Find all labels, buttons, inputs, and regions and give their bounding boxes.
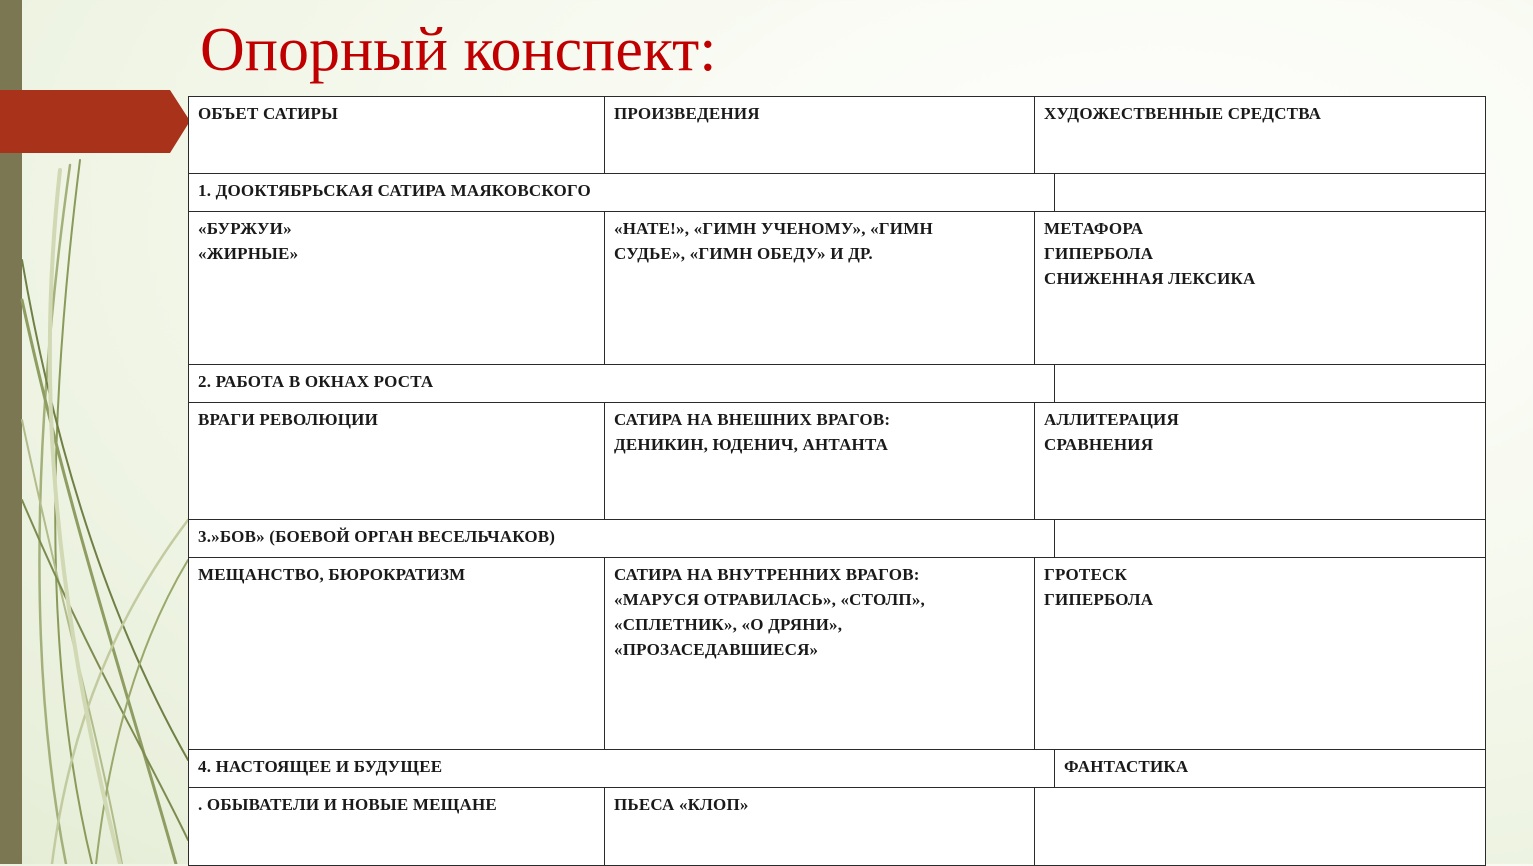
object-cell: «БУРЖУИ» «ЖИРНЫЕ» <box>189 212 605 365</box>
section-1-content-row <box>189 212 1486 365</box>
section-heading-right-cell: ФАНТАСТИКА <box>1055 749 1486 787</box>
section-2-content-row <box>189 403 1486 519</box>
section-1-heading-row <box>189 174 1486 212</box>
object-cell: . ОБЫВАТЕЛИ И НОВЫЕ МЕЩАНЕ <box>189 787 605 865</box>
means-cell <box>1035 787 1486 865</box>
section-2-heading-row <box>189 365 1486 403</box>
means-cell: МЕТАФОРА ГИПЕРБОЛА СНИЖЕННАЯ ЛЕКСИКА <box>1035 212 1486 365</box>
header-means-cell: ХУДОЖЕСТВЕННЫЕ СРЕДСТВА <box>1035 97 1486 174</box>
section-heading-cell: 3.»БОВ» (БОЕВОЙ ОРГАН ВЕСЕЛЬЧАКОВ) <box>189 519 1055 557</box>
works-cell: САТИРА НА ВНУТРЕННИХ ВРАГОВ: «МАРУСЯ ОТРАВИЛАСЬ», «СТОЛП», «СПЛЕТНИК», «О ДРЯНИ», «ПРОЗАСЕДАВШИЕСЯ» <box>605 557 1035 749</box>
section-heading-cell: 2. РАБОТА В ОКНАХ РОСТА <box>189 365 1055 403</box>
object-cell: ВРАГИ РЕВОЛЮЦИИ <box>189 403 605 519</box>
section-4-heading-row <box>189 749 1486 787</box>
section-4-content-row <box>189 787 1486 865</box>
section-heading-cell: 1. ДООКТЯБРЬСКАЯ САТИРА МАЯКОВСКОГО <box>189 174 1055 212</box>
means-cell: АЛЛИТЕРАЦИЯ СРАВНЕНИЯ <box>1035 403 1486 519</box>
works-cell: ПЬЕСА «КЛОП» <box>605 787 1035 865</box>
section-3-heading-row <box>189 519 1486 557</box>
summary-table <box>188 96 1486 866</box>
section-heading-cell: 4. НАСТОЯЩЕЕ И БУДУЩЕЕ <box>189 749 1055 787</box>
red-title-tab <box>0 90 190 153</box>
means-cell: ГРОТЕСК ГИПЕРБОЛА <box>1035 557 1486 749</box>
section-heading-right-cell <box>1055 174 1486 212</box>
section-heading-right-cell <box>1055 365 1486 403</box>
section-heading-right-cell <box>1055 519 1486 557</box>
header-object-cell: ОБЪЕТ САТИРЫ <box>189 97 605 174</box>
section-3-content-row <box>189 557 1486 749</box>
works-cell: САТИРА НА ВНЕШНИХ ВРАГОВ: ДЕНИКИН, ЮДЕНИЧ, АНТАНТА <box>605 403 1035 519</box>
slide-title: Опорный конспект: <box>200 16 717 84</box>
works-cell: «НАТЕ!», «ГИМН УЧЕНОМУ», «ГИМН СУДЬЕ», «ГИМН ОБЕДУ» И ДР. <box>605 212 1035 365</box>
object-cell: МЕЩАНСТВО, БЮРОКРАТИЗМ <box>189 557 605 749</box>
header-works-cell: ПРОИЗВЕДЕНИЯ <box>605 97 1035 174</box>
table-header-row <box>189 97 1486 174</box>
